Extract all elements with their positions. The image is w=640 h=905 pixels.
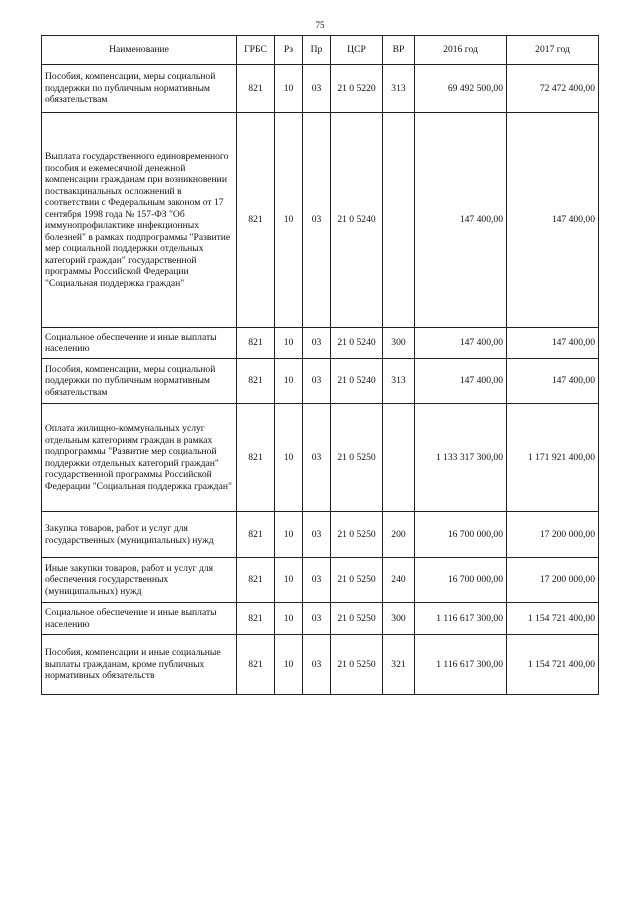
header-2016: 2016 год [415,36,507,65]
row-vr: 240 [383,558,415,603]
row-vr: 200 [383,512,415,558]
row-rz: 10 [275,635,303,695]
row-name: Оплата жилищно-коммунальных услуг отдельным категориям граждан в рамках подпрограммы "Развитие мер социальной поддержки отдельных категорий граждан" государственной программы Российской Федерации "Социальная поддержка граждан" [42,404,237,512]
table-row [42,635,599,695]
row-2016: 69 492 500,00 [415,65,507,113]
budget-table [41,35,599,695]
row-name: Социальное обеспечение и иные выплаты населению [42,603,237,635]
header-rz: Рз [275,36,303,65]
row-rz: 10 [275,558,303,603]
row-2016: 147 400,00 [415,359,507,404]
row-grbs: 821 [237,603,275,635]
row-vr: 313 [383,65,415,113]
row-rz: 10 [275,65,303,113]
row-pr: 03 [303,359,331,404]
header-pr: Пр [303,36,331,65]
row-2016: 147 400,00 [415,328,507,359]
header-grbs: ГРБС [237,36,275,65]
header-row [42,36,599,65]
row-grbs: 821 [237,65,275,113]
row-2016: 16 700 000,00 [415,512,507,558]
row-2017: 147 400,00 [507,113,599,328]
row-pr: 03 [303,65,331,113]
row-pr: 03 [303,328,331,359]
page-number: 75 [315,20,325,30]
row-2016: 147 400,00 [415,113,507,328]
row-name: Иные закупки товаров, работ и услуг для обеспечения государственных (муниципальных) нужд [42,558,237,603]
table-row [42,404,599,512]
row-rz: 10 [275,359,303,404]
row-vr [383,404,415,512]
row-grbs: 821 [237,113,275,328]
row-csr: 21 0 5250 [331,404,383,512]
row-pr: 03 [303,635,331,695]
header-vr: ВР [383,36,415,65]
row-grbs: 821 [237,404,275,512]
header-2017: 2017 год [507,36,599,65]
row-vr: 313 [383,359,415,404]
table-row [42,359,599,404]
row-csr: 21 0 5240 [331,359,383,404]
row-2017: 147 400,00 [507,328,599,359]
row-2016: 1 133 317 300,00 [415,404,507,512]
row-csr: 21 0 5250 [331,558,383,603]
row-csr: 21 0 5250 [331,512,383,558]
header-name: Наименование [42,36,237,65]
row-pr: 03 [303,603,331,635]
row-pr: 03 [303,512,331,558]
row-2016: 1 116 617 300,00 [415,635,507,695]
row-2016: 16 700 000,00 [415,558,507,603]
row-vr [383,113,415,328]
row-grbs: 821 [237,635,275,695]
row-name: Пособия, компенсации, меры социальной поддержки по публичным нормативным обязательствам [42,359,237,404]
row-csr: 21 0 5250 [331,603,383,635]
row-name: Социальное обеспечение и иные выплаты населению [42,328,237,359]
row-rz: 10 [275,113,303,328]
row-csr: 21 0 5220 [331,65,383,113]
row-2017: 147 400,00 [507,359,599,404]
row-rz: 10 [275,603,303,635]
row-vr: 300 [383,603,415,635]
table-row [42,113,599,328]
row-csr: 21 0 5240 [331,328,383,359]
row-2017: 17 200 000,00 [507,558,599,603]
table-row [42,603,599,635]
row-vr: 321 [383,635,415,695]
row-2016: 1 116 617 300,00 [415,603,507,635]
row-grbs: 821 [237,512,275,558]
table-row [42,558,599,603]
row-grbs: 821 [237,359,275,404]
row-name: Пособия, компенсации и иные социальные выплаты гражданам, кроме публичных нормативных обязательств [42,635,237,695]
row-2017: 1 171 921 400,00 [507,404,599,512]
table-row [42,65,599,113]
row-grbs: 821 [237,558,275,603]
row-pr: 03 [303,404,331,512]
table-row [42,512,599,558]
row-name: Выплата государственного единовременного пособия и ежемесячной денежной компенсации гражданам при возникновении поствакцинальных осложнений в соответствии с Федеральным законом от 17 сентября 1998 года № 157-ФЗ "Об иммунопрофилактике инфекционных болезней" в рамках подпрограммы "Развитие мер социальной поддержки отдельных категорий граждан" государственной программы Российской Федерации "Социальная поддержка граждан" [42,113,237,328]
row-2017: 72 472 400,00 [507,65,599,113]
row-name: Пособия, компенсации, меры социальной поддержки по публичным нормативным обязательствам [42,65,237,113]
header-csr: ЦСР [331,36,383,65]
row-2017: 1 154 721 400,00 [507,603,599,635]
row-vr: 300 [383,328,415,359]
row-rz: 10 [275,512,303,558]
row-2017: 17 200 000,00 [507,512,599,558]
row-pr: 03 [303,558,331,603]
row-csr: 21 0 5250 [331,635,383,695]
row-name: Закупка товаров, работ и услуг для государственных (муниципальных) нужд [42,512,237,558]
row-grbs: 821 [237,328,275,359]
table-row [42,328,599,359]
row-2017: 1 154 721 400,00 [507,635,599,695]
row-csr: 21 0 5240 [331,113,383,328]
row-pr: 03 [303,113,331,328]
row-rz: 10 [275,328,303,359]
row-rz: 10 [275,404,303,512]
